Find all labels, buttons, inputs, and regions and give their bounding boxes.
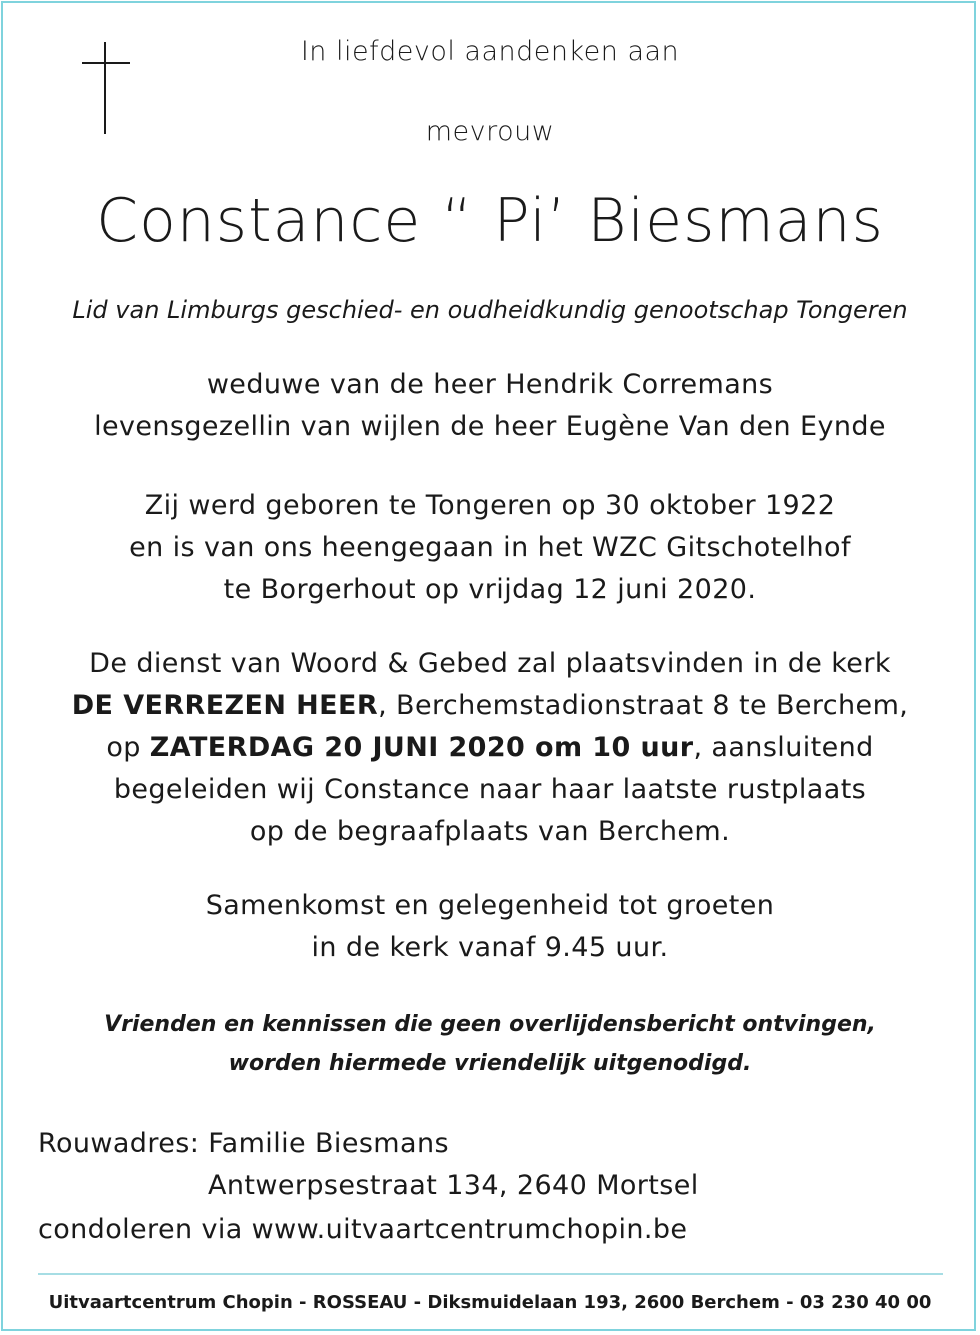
invitation-line: worden hiermede vriendelijk uitgenodigd. [228,1051,752,1076]
birth-death-line: en is van ons heengegaan in het WZC Gitschotelhof [129,532,851,563]
relation-line: weduwe van de heer Hendrik Corremans [206,369,774,400]
service-date-line [0,732,980,763]
service-date-prefix: op [106,732,150,763]
condolence-link[interactable]: condoleren via www.uitvaartcentrumchopin.be [38,1214,688,1245]
deceased-name: Constance “ Pi’ Biesmans [96,186,884,256]
membership: Lid van Limburgs geschied- en oudheidkundig genootschap Tongeren [72,296,908,324]
relation-line: levensgezellin van wijlen de heer Eugène Van den Eynde [94,411,886,442]
service-date-suffix: , aansluitend [693,732,874,763]
service-date: ZATERDAG 20 JUNI 2020 om 10 uur [149,732,694,763]
service-line: begeleiden wij Constance naar haar laatste rustplaats [113,774,867,805]
footer-text: Uitvaartcentrum Chopin - ROSSEAU - Diksmuidelaan 193, 2600 Berchem - 03 230 40 00 [48,1292,932,1313]
gathering-line: Samenkomst en gelegenheid tot groeten [205,890,775,921]
intro-heading: In liefdevol aandenken aan [300,36,680,67]
gathering-line: in de kerk vanaf 9.45 uur. [311,932,669,963]
church-address: , Berchemstadionstraat 8 te Berchem, [378,690,909,721]
mourning-address-label: Rouwadres: Familie Biesmans [38,1128,449,1159]
birth-death-line: te Borgerhout op vrijdag 12 juni 2020. [223,574,757,605]
birth-death-line: Zij werd geboren te Tongeren op 30 oktober 1922 [144,490,836,521]
footer-divider [38,1273,943,1275]
invitation-line: Vrienden en kennissen die geen overlijdensbericht ontvingen, [104,1012,876,1037]
service-line: De dienst van Woord & Gebed zal plaatsvinden in de kerk [89,648,891,679]
title-mevrouw: mevrouw [425,116,555,147]
service-line: op de begraafplaats van Berchem. [249,816,731,847]
church-name: DE VERREZEN HEER [71,690,379,721]
service-church-line [0,690,980,721]
mourning-address-line: Antwerpsestraat 134, 2640 Mortsel [208,1170,699,1201]
